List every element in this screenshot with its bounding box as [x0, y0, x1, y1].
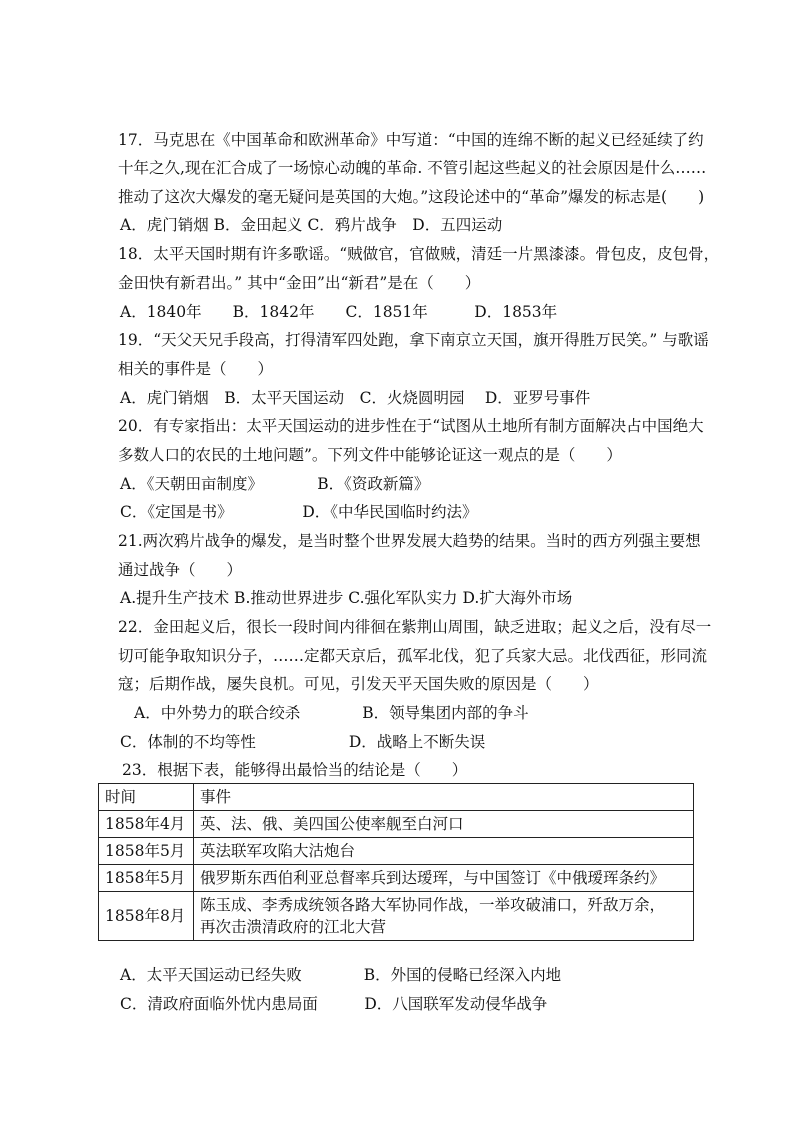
q22-options-1: A．中外势力的联合绞杀 B．领导集团内部的争斗	[134, 704, 529, 722]
q20-line-2: 多数人口的农民的土地问题”。下列文件中能够论证这一观点的是（ ）	[118, 446, 622, 464]
table-row	[99, 865, 694, 892]
q20-options-1: A．《天朝田亩制度》 B．《资政新篇》	[120, 475, 430, 493]
q22-line-1: 22．金田起义后，很长一段时间内徘徊在紫荆山周围，缺乏进取；起义之后，没有尽一	[118, 618, 712, 636]
q17-line-1: 17．马克思在《中国革命和欧洲革命》中写道：“中国的连绵不断的起义已经延续了约	[118, 131, 704, 149]
table-cell-event-line-2: 再次击溃清政府的江北大营	[200, 918, 387, 936]
table-cell-event: 俄罗斯东西伯利亚总督率兵到达瑷珲，与中国签订《中俄瑷珲条约》	[194, 865, 694, 892]
table-cell-event	[194, 892, 694, 941]
table-header-time: 时间	[99, 784, 194, 811]
table-cell-time: 1858年5月	[99, 838, 194, 865]
table-cell-event-line-1: 陈玉成、李秀成统领各路大军协同作战，一举攻破浦口，歼敌万余，	[200, 896, 666, 914]
q17-line-3: 推动了这次大爆发的毫无疑问是英国的大炮。”这段论述中的“革命”爆发的标志是( )	[118, 188, 705, 206]
q23-stem: 23．根据下表，能够得出最恰当的结论是（ ）	[122, 761, 468, 779]
q21-line-1: 21.两次鸦片战争的爆发，是当时整个世界发展大趋势的结果。当时的西方列强主要想	[118, 532, 701, 550]
q20-options-2: C．《定国是书》 D．《中华民国临时约法》	[120, 503, 478, 521]
table-row	[99, 811, 694, 838]
table-cell-event: 英、法、俄、美四国公使率舰至白河口	[194, 811, 694, 838]
q20-line-1: 20．有专家指出：太平天国运动的进步性在于“试图从土地所有制方面解决占中国绝大	[118, 417, 704, 435]
q23-options-2: C．清政府面临外忧内患局面 D．八国联军发动侵华战争	[120, 995, 548, 1013]
table-row	[99, 838, 694, 865]
q23-options-1: A．太平天国运动已经失败 B．外国的侵略已经深入内地	[120, 966, 562, 984]
table-cell-time: 1858年4月	[99, 811, 194, 838]
q19-line-2: 相关的事件是（ ）	[118, 360, 274, 378]
q21-line-2: 通过战争（ ）	[118, 561, 243, 579]
q22-options-2: C．体制的不均等性 D．战略上不断失误	[120, 733, 486, 751]
q17-options: A．虎门销烟 B．金田起义 C．鸦片战争 D．五四运动	[120, 216, 503, 234]
q22-line-3: 寇；后期作战，屡失良机。可见，引发天平天国失败的原因是（ ）	[118, 675, 599, 693]
table-cell-time: 1858年5月	[99, 865, 194, 892]
table-header-row	[99, 784, 694, 811]
q18-line-1: 18．太平天国时期有许多歌谣。“贼做官，官做贼，清廷一片黑漆漆。骨包皮，皮包骨，	[118, 245, 720, 263]
q21-options: A.提升生产技术 B.推动世界进步 C.强化军队实力 D.扩大海外市场	[120, 589, 573, 607]
q19-options: A．虎门销烟 B．太平天国运动 C．火烧圆明园 D．亚罗号事件	[120, 389, 591, 407]
q19-line-1: 19．“天父天兄手段高，打得清军四处跑，拿下南京立天国，旗开得胜万民笑。” 与歌谣	[118, 331, 709, 349]
table-row	[99, 892, 694, 941]
q22-line-2: 切可能争取知识分子，……定都天京后，孤军北伐，犯了兵家大忌。北伐西征，形同流	[118, 647, 708, 665]
q18-line-2: 金田快有新君出。” 其中“金田”出“新君”是在（ ）	[118, 274, 481, 292]
q17-line-2: 十年之久,现在汇合成了一场惊心动魄的革命. 不管引起这些起义的社会原因是什么……	[118, 159, 707, 177]
q18-options: A．1840年 B．1842年 C．1851年 D．1853年	[120, 303, 558, 321]
table-cell-time: 1858年8月	[99, 892, 194, 941]
table-cell-event: 英法联军攻陷大沽炮台	[194, 838, 694, 865]
table-header-event: 事件	[194, 784, 694, 811]
events-table	[98, 783, 694, 941]
